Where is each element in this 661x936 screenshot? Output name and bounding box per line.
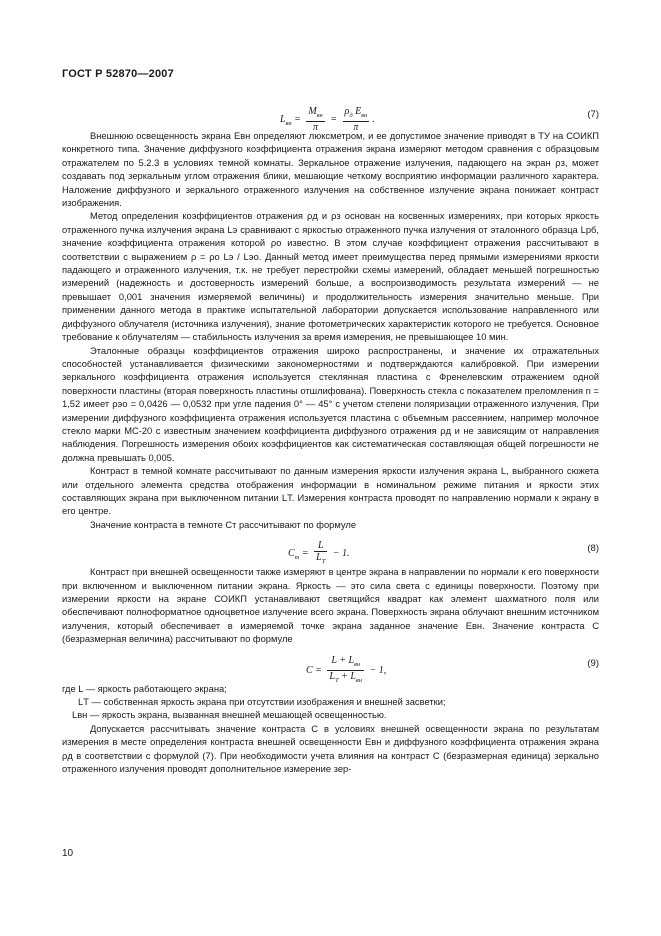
formula-7: $L_{вн}$ = $\frac{M_{вн}}{\pi}$ = $\frac{\rho_д E_{вн}}{\pi}$ . (7): [280, 106, 599, 133]
paragraph: Контраст при внешней освещенности также измеряют в центре экрана в направлении по нормали к его поверхности при включенном и выключенном питании экрана. Яркость — это сила света с единицы поверхности. Поэтому при измерении яркости на экране СОИКП устанавливают светящийся квадрат как элемент шахматного поля или обеспечивают полноформатное одноцветное излучение всего экрана. Поверхность экрана облучают внешним источником излучения, который обеспечивает в измеряемой точке экрана заданное значение Eвн. Значение контраста C (безразмерная величина) рассчитывают по формуле: [62, 567, 599, 645]
formula-8-number: (8): [587, 543, 599, 555]
formula-9: C = $\frac{L + L_{вн}}{L_Т + L_{вн}}$ − 1, (9): [306, 654, 599, 684]
paragraph: Значение контраста в темноте Cт рассчитывают по формуле: [90, 519, 357, 530]
where-intro: где L — яркость работающего экрана;: [62, 683, 227, 694]
formula-8: $C_т$ = $\frac{L}{L_Т}$ − 1. (8): [288, 540, 599, 566]
paragraph: Контраст в темной комнате рассчитывают по данным измерения яркости излучения экрана L, выбранного сюжета или отдельного элемента средства отображения информации в номинальном режиме питания и яркости этих составляющих экрана при выключенном питании LТ. Измерения контраста проводят по направлению нормали к экрану в его центре.: [62, 466, 599, 517]
paragraph: Метод определения коэффициентов отражения ρд и ρз основан на косвенных измерениях, при которых яркость отраженного пучка излучения экрана Lэ сравнивают с яркостью отраженного пучка излучения от эталонного образца Lрб, значение коэффициента отражения которой ρо известно. В этом случае коэффициент отражения рассчитывают в соответствии с выражением ρ = ρо Lэ / Lэо. Данный метод имеет преимущества перед прямыми измерениями яркости падающего и отраженного излучения, т.к. не требует перестройки схемы измерений, обладает меньшей погрешностью измерений (надежность и достоверность измерений больше, а воспроизводимость результата измерений — не превышает 0,001 значения измеряемой величины) и продолжительность измерения значительно меньше. При применении данного метода в практике испытательной лаборатории допускается использование направленного или диффузного облучателя (источника излучения), знание фотометрических характеристик которого не требуется. Основное требование к облучателям — стабильность излучения за время измерения, не превышающее 10 мин.: [62, 211, 599, 343]
paragraph: Внешнюю освещенность экрана Eвн определяют люксметром, и ее допустимое значение приводят в ТУ на СОИКП конкретного типа. Значение диффузного коэффициента отражения экрана измеряют методом сравнения с образцовым отражателем по 5.2.3 в условиях темной комнаты. Зеркальное отражение излучения, падающего на экран ρз, может создавать под зеркальным углом отражения блики, мешающие четкому восприятию информации различного характера. Наложение диффузного и зеркального отраженного излучения на собственное излучение экрана понижает контраст изображения.: [62, 131, 599, 209]
paragraph: Эталонные образцы коэффициентов отражения широко распространены, и значение их отражательных способностей устанавливается физическими закономерностями и подтверждаются калибровкой. При измерении зеркального коэффициента отражения используется стеклянная пластина с Френелевским отражением одной поверхности пластины (вторая поверхность пластины отшлифована). Поверхность стекла с показателем преломления n = 1,52 имеет ρэо = 0,0426 — 0,0532 при угле падения 0° — 45° с учетом степени поляризации отраженного излучения. При измерении диффузного коэффициента отражения используется пластина с объемным рассеянием, например молочное стекло марки МС-20 с известным значением коэффициента диффузного отражения ρд и не зависящим от направления наблюдения. Погрешность измерения обоих коэффициентов как систематическая составляющая общей погрешности не должна превышать 0,005.: [62, 345, 599, 463]
document-body: [62, 102, 599, 776]
where-item: Lвн — яркость экрана, вызванная внешней мешающей освещенностью.: [72, 710, 387, 721]
page-number: 10: [62, 848, 74, 859]
formula-9-number: (9): [587, 657, 599, 669]
where-item: LТ — собственная яркость экрана при отсутствии изображения и внешней засветки;: [78, 697, 446, 708]
paragraph: Допускается рассчитывать значение контраста C в условиях внешней освещенности экрана по результатам измерения в месте определения контраста внешней освещенности Eвн и диффузного коэффициента отражения экрана ρд в соответствии с формулой (7). При необходимости учета влияния на контраст C (безразмерная единица) зеркально отраженного излучения проводят дополнительное измерение зер-: [62, 723, 599, 775]
formula-7-number: (7): [587, 109, 599, 120]
document-header: ГОСТ Р 52870—2007: [62, 68, 174, 80]
